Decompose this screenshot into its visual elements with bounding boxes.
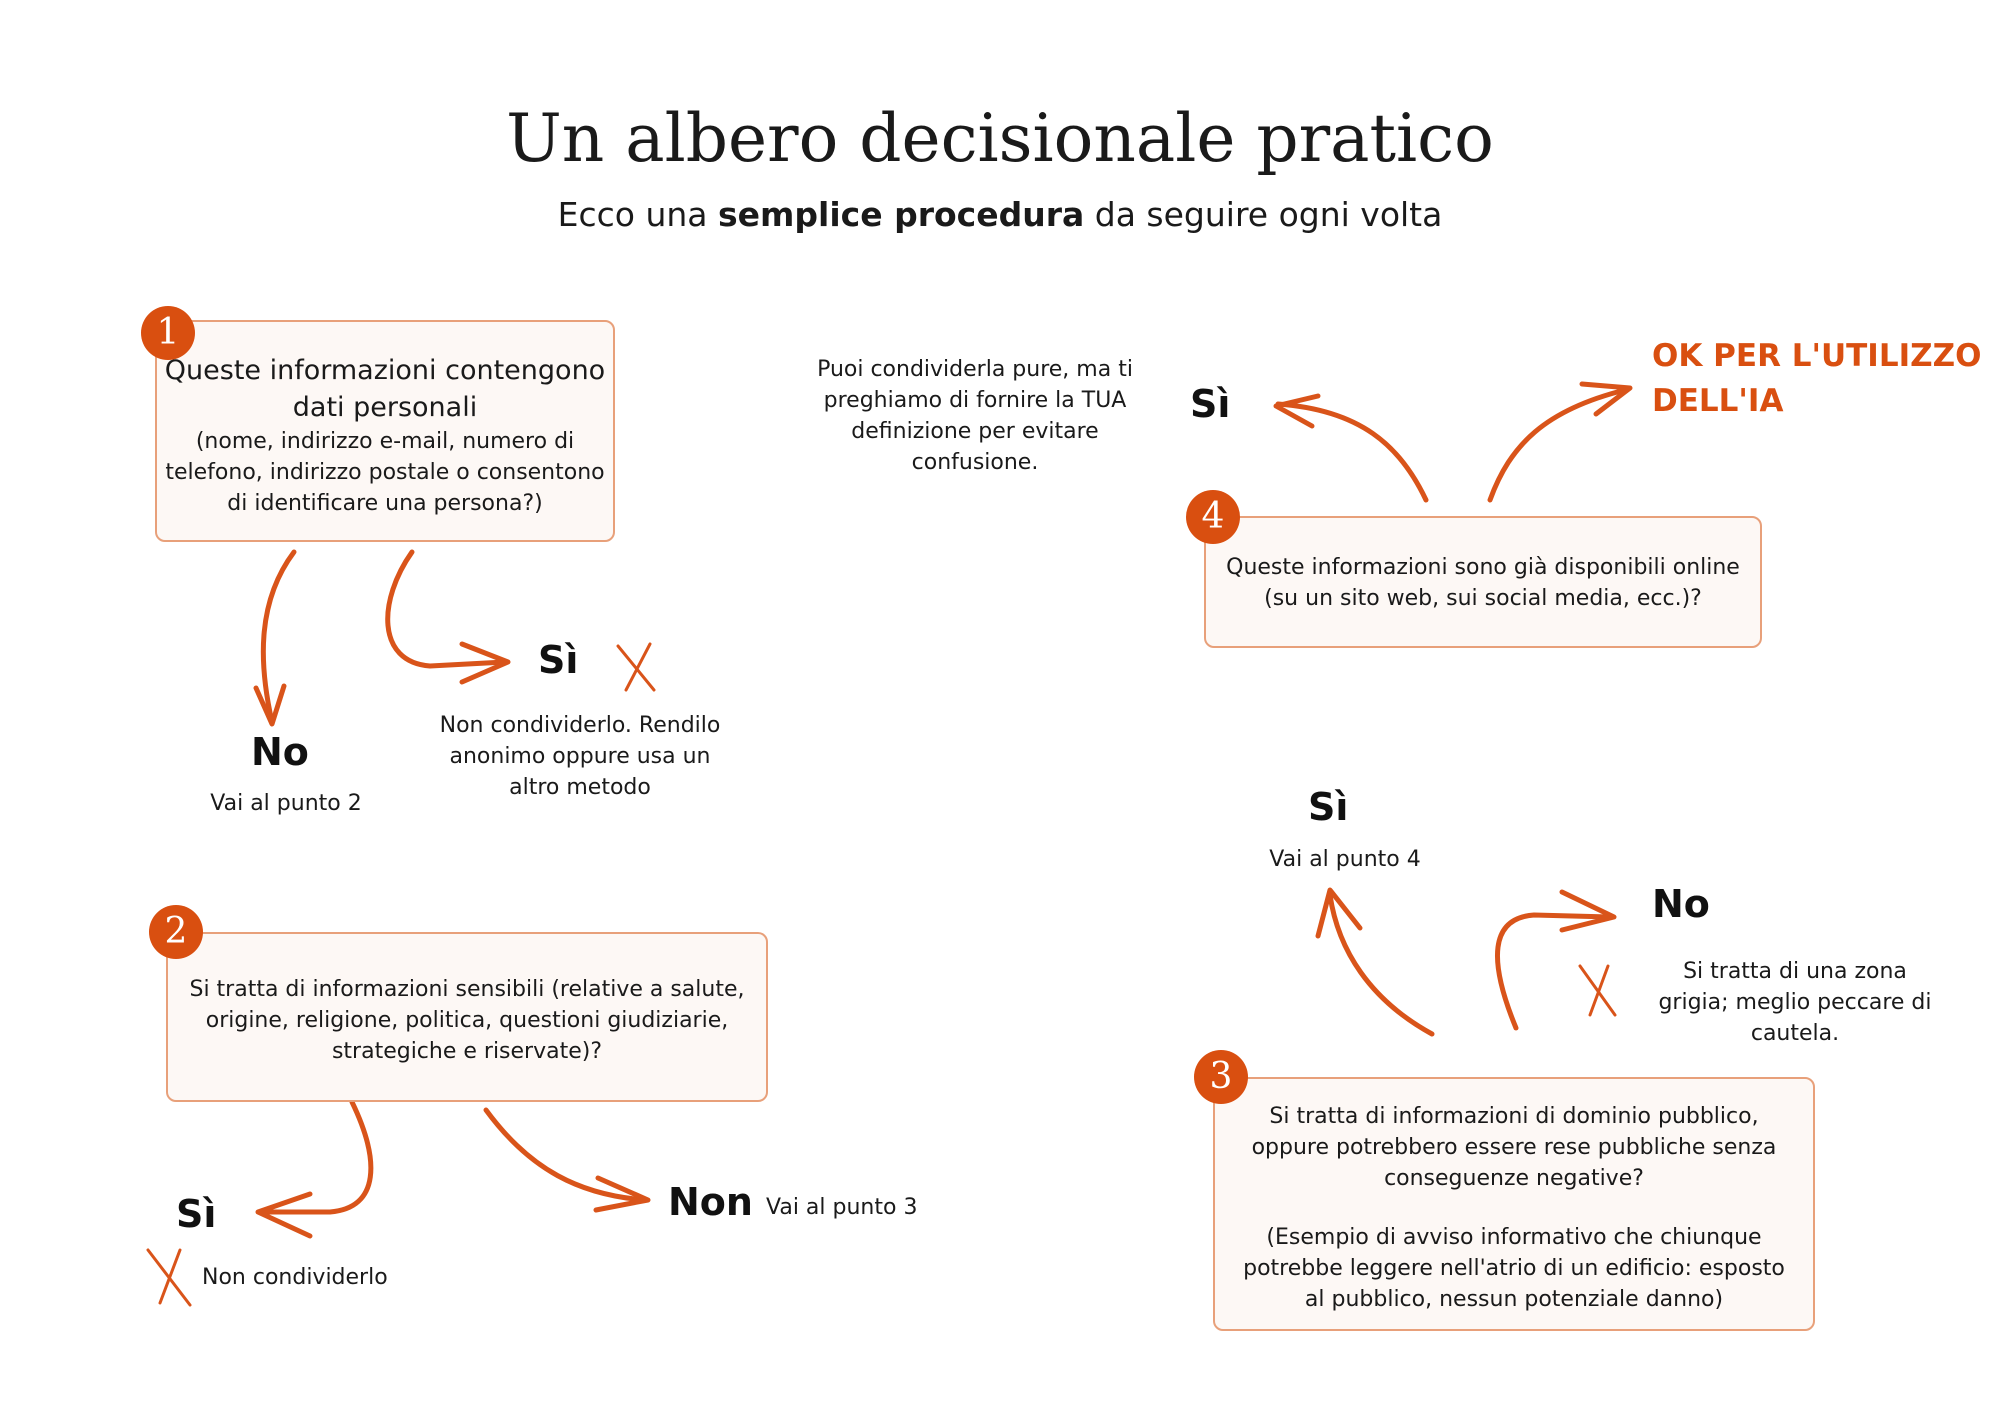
arrowhead-step2-yes	[258, 1194, 310, 1236]
page-title: Un albero decisionale pratico	[506, 100, 1494, 177]
step2-yes-label: Sì	[176, 1192, 217, 1236]
step1-yes-label: Sì	[538, 638, 579, 682]
step2-yes-text: Non condividerlo	[202, 1265, 388, 1290]
step1-question-line2: dati personali	[292, 392, 478, 423]
step1-box	[155, 320, 615, 542]
arrow-step3-no	[1497, 915, 1610, 1028]
cross-icon-step1	[618, 644, 654, 690]
step2-question: Si tratta di informazioni sensibili (relative a salute, origine, religione, politica, questioni giudiziarie, strategiche e riservate)?	[189, 977, 745, 1064]
arrowhead-step3-no	[1562, 892, 1614, 930]
step3-yes-text: Vai al punto 4	[1269, 847, 1421, 872]
step2-no-label: Non	[668, 1180, 753, 1224]
step3-example: (Esempio di avviso informativo che chiunque potrebbe leggere nell'atrio di un edificio: esposto al pubblico, nessun potenziale danno)	[1243, 1225, 1785, 1312]
step3-no-text: Si tratta di una zona grigia; meglio peccare di cautela.	[1658, 959, 1932, 1046]
subtitle-start: Ecco una	[557, 195, 718, 234]
ok-line1: OK PER L'UTILIZZO	[1652, 338, 1982, 374]
cross-icon-step3	[1580, 966, 1615, 1015]
step4-question: Queste informazioni sono già disponibili online (su un sito web, sui social media, ecc.)?	[1226, 555, 1740, 611]
step2-box	[166, 932, 768, 1102]
step1-no-text: Vai al punto 2	[210, 791, 362, 816]
arrow-step2-yes	[262, 1102, 371, 1212]
step2-no-text: Vai al punto 3	[766, 1195, 918, 1220]
arrow-step1-yes	[388, 552, 505, 666]
step1-no-label: No	[251, 730, 309, 774]
step3-question: Si tratta di informazioni di dominio pubblico, oppure potrebbero essere rese pubbliche senza conseguenze negative?	[1251, 1104, 1777, 1191]
step3-box	[1213, 1077, 1815, 1331]
step1-question-line1: Queste informazioni contengono	[164, 355, 606, 386]
step3-yes-label: Sì	[1308, 785, 1349, 829]
subtitle-end: da seguire ogni volta	[1084, 195, 1443, 234]
step1-number-badge: 1	[141, 306, 195, 360]
step4-yes-text: Puoi condividerla pure, ma ti preghiamo di fornire la TUA definizione per evitare confusione.	[817, 357, 1133, 475]
step4-number-badge: 4	[1186, 490, 1240, 544]
step4-box	[1204, 516, 1762, 648]
step4-ok-result	[1652, 334, 1981, 424]
step1-detail: (nome, indirizzo e-mail, numero di telefono, indirizzo postale o consentono di identificare una persona?)	[165, 429, 605, 516]
cross-icon-step2	[148, 1250, 190, 1305]
ok-line2: DELL'IA	[1652, 383, 1784, 419]
step4-yes-label: Sì	[1190, 382, 1231, 426]
step1-yes-text: Non condividerlo. Rendilo anonimo oppure usa un altro metodo	[439, 713, 721, 800]
arrow-step3-yes	[1330, 895, 1432, 1034]
step3-no-label: No	[1652, 882, 1710, 926]
step3-number-badge: 3	[1194, 1050, 1248, 1104]
step2-number-badge: 2	[149, 905, 203, 959]
subtitle-bold: semplice procedura	[718, 195, 1085, 234]
